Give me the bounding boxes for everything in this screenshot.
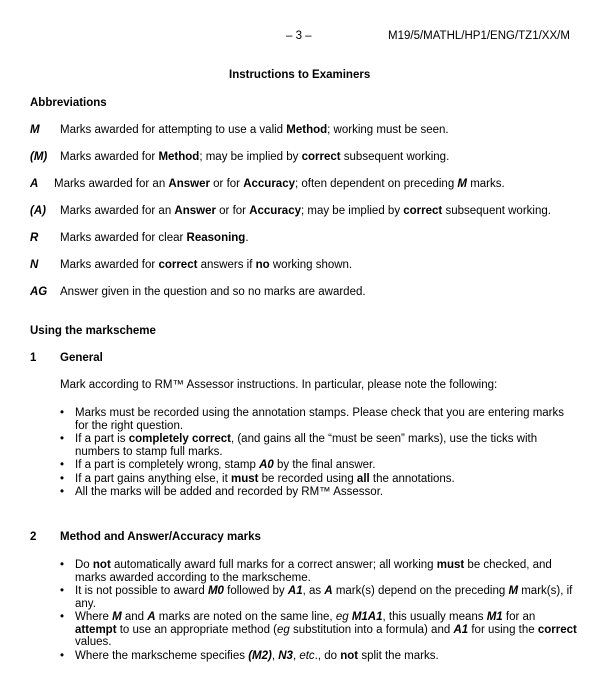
section-number: 1 <box>30 352 37 364</box>
general-bullet-list <box>60 407 580 500</box>
text-run: marks. <box>467 178 505 190</box>
text-run: , this usually means <box>382 611 487 623</box>
text-run: A1 <box>453 623 469 636</box>
text-run: Answer given in the question and so no marks are awarded. <box>60 286 366 298</box>
text-run: marks are noted on the same line, <box>155 611 336 623</box>
text-run: etc <box>299 649 315 662</box>
text-run: , <box>271 649 279 662</box>
text-run: All the marks will be added and recorded by RM™ Assessor. <box>75 486 384 498</box>
abbreviations-heading: Abbreviations <box>30 97 107 109</box>
text-run: answers if <box>197 259 256 271</box>
text-run: must <box>436 559 465 571</box>
section-title: Method and Answer/Accuracy marks <box>60 531 261 543</box>
text-run: ; often dependent on preceding <box>295 178 458 190</box>
text-run: Marks awarded for an <box>60 205 175 217</box>
text-run: completely correct <box>128 433 231 445</box>
markscheme-heading: Using the markscheme <box>30 325 156 337</box>
text-run: or for <box>209 178 244 190</box>
abbreviation-code: R <box>30 232 39 244</box>
text-run: ; may be implied by <box>199 151 302 163</box>
text-run: It is not possible to award <box>75 585 208 597</box>
list-item <box>60 486 580 499</box>
text-run: and <box>121 611 148 623</box>
text-run: eg <box>277 623 290 636</box>
text-run: Where the markscheme specifies <box>75 649 249 662</box>
text-run: Accuracy <box>243 178 295 190</box>
text-run: A1 <box>287 585 303 597</box>
text-run: correct <box>158 259 198 271</box>
text-run: the annotations. <box>369 472 455 485</box>
list-item <box>60 459 580 472</box>
abbreviation-code: N <box>30 259 39 271</box>
text-run: Marks awarded for <box>60 259 159 271</box>
text-run: followed by <box>223 585 288 597</box>
text-run: subsequent working. <box>442 205 551 217</box>
text-run: , as <box>302 585 325 597</box>
list-item <box>60 611 580 649</box>
abbreviation-code: (M) <box>30 151 48 163</box>
text-run: eg <box>335 611 349 623</box>
text-run: A0 <box>259 459 274 471</box>
list-item <box>60 407 580 432</box>
list-item <box>60 473 580 486</box>
text-run: If a part is completely wrong, stamp <box>75 459 260 471</box>
text-run: Answer <box>174 205 216 217</box>
text-run: mark(s) depend on the preceding <box>332 585 509 597</box>
abbreviation-code: (A) <box>30 205 46 217</box>
abbreviation-code: M <box>30 124 40 136</box>
page-number: – 3 – <box>286 30 312 42</box>
list-item <box>60 650 580 663</box>
text-run: correct <box>301 151 341 163</box>
text-run: split the marks. <box>358 649 439 662</box>
text-run: . <box>245 232 249 244</box>
text-run: M <box>457 178 468 190</box>
document-code: M19/5/MATHL/HP1/ENG/TZ1/XX/M <box>388 30 570 42</box>
text-run: , (and gains all the “must be seen” marks), use the ticks with numbers to stamp full marks. <box>75 433 538 458</box>
text-run: correct <box>537 623 577 636</box>
text-run: attempt <box>75 623 117 636</box>
abbreviation-description <box>60 286 366 298</box>
text-run: working shown. <box>269 259 353 271</box>
text-run: be recorded using <box>258 472 357 485</box>
text-run: A <box>147 611 156 623</box>
text-run: for using the <box>468 623 538 636</box>
text-run: N3 <box>278 649 293 662</box>
text-run: , <box>292 649 300 662</box>
text-run: M1 <box>486 611 503 623</box>
text-run: not <box>340 649 359 662</box>
text-run: ., do <box>314 649 341 662</box>
text-run: by the final answer. <box>273 459 376 471</box>
text-run: ; may be implied by <box>301 205 404 217</box>
text-run: for an <box>502 611 536 623</box>
text-run: not <box>92 559 111 571</box>
list-item <box>60 585 580 610</box>
text-run: Method <box>286 124 328 136</box>
text-run: M0 <box>207 585 224 597</box>
abbreviation-description <box>60 124 449 136</box>
text-run: Marks awarded for <box>60 151 159 163</box>
text-run: Where <box>75 611 113 623</box>
text-run: M <box>112 611 122 623</box>
text-run: values. <box>75 636 112 648</box>
text-run: or for <box>215 205 250 217</box>
abbreviation-description <box>54 178 505 190</box>
method-bullet-list <box>60 559 580 663</box>
text-run: M1A1 <box>351 611 383 623</box>
list-item <box>60 559 580 584</box>
text-run: correct <box>403 205 443 217</box>
text-run: If a part gains anything else, it <box>75 472 231 485</box>
page-title: Instructions to Examiners <box>229 69 371 81</box>
text-run: Do <box>75 559 93 571</box>
text-run: Method <box>158 151 200 163</box>
text-run: ; working must be seen. <box>327 124 449 136</box>
abbreviation-description <box>60 259 352 271</box>
text-run: Accuracy <box>249 205 301 217</box>
text-run: all <box>356 472 370 485</box>
text-run: subsequent working. <box>340 151 450 163</box>
abbreviation-description <box>60 232 249 244</box>
text-run: Marks awarded for an <box>54 178 169 190</box>
text-run: Marks awarded for clear <box>60 232 187 244</box>
text-run: mark(s), if any. <box>75 585 573 610</box>
text-run: M <box>508 585 519 597</box>
abbreviation-code: AG <box>30 286 48 298</box>
text-run: Marks awarded for attempting to use a valid <box>60 124 287 136</box>
text-run: substitution into a formula) and <box>289 623 454 636</box>
text-run: to use an appropriate method ( <box>116 623 277 636</box>
text-run: A <box>324 585 333 597</box>
text-run: must <box>230 472 259 485</box>
abbreviation-description <box>60 151 449 163</box>
text-run: Answer <box>168 178 210 190</box>
abbreviation-description <box>60 205 551 217</box>
text-run: no <box>255 259 270 271</box>
abbreviation-code: A <box>30 178 39 190</box>
text-run: be checked, and marks awarded according to the markscheme. <box>75 559 552 584</box>
text-run: Reasoning <box>186 232 246 244</box>
section-number: 2 <box>30 531 37 543</box>
text-run: If a part is <box>75 433 129 445</box>
text-run: Marks must be recorded using the annotation stamps. Please check that you are entering marks for the right question. <box>75 407 565 432</box>
list-item <box>60 433 580 458</box>
section-title: General <box>60 352 103 364</box>
text-run: automatically award full marks for a correct answer; all working <box>110 559 437 571</box>
text-run: (M2) <box>248 649 272 662</box>
section-intro: Mark according to RM™ Assessor instructions. In particular, please note the following: <box>60 379 498 391</box>
